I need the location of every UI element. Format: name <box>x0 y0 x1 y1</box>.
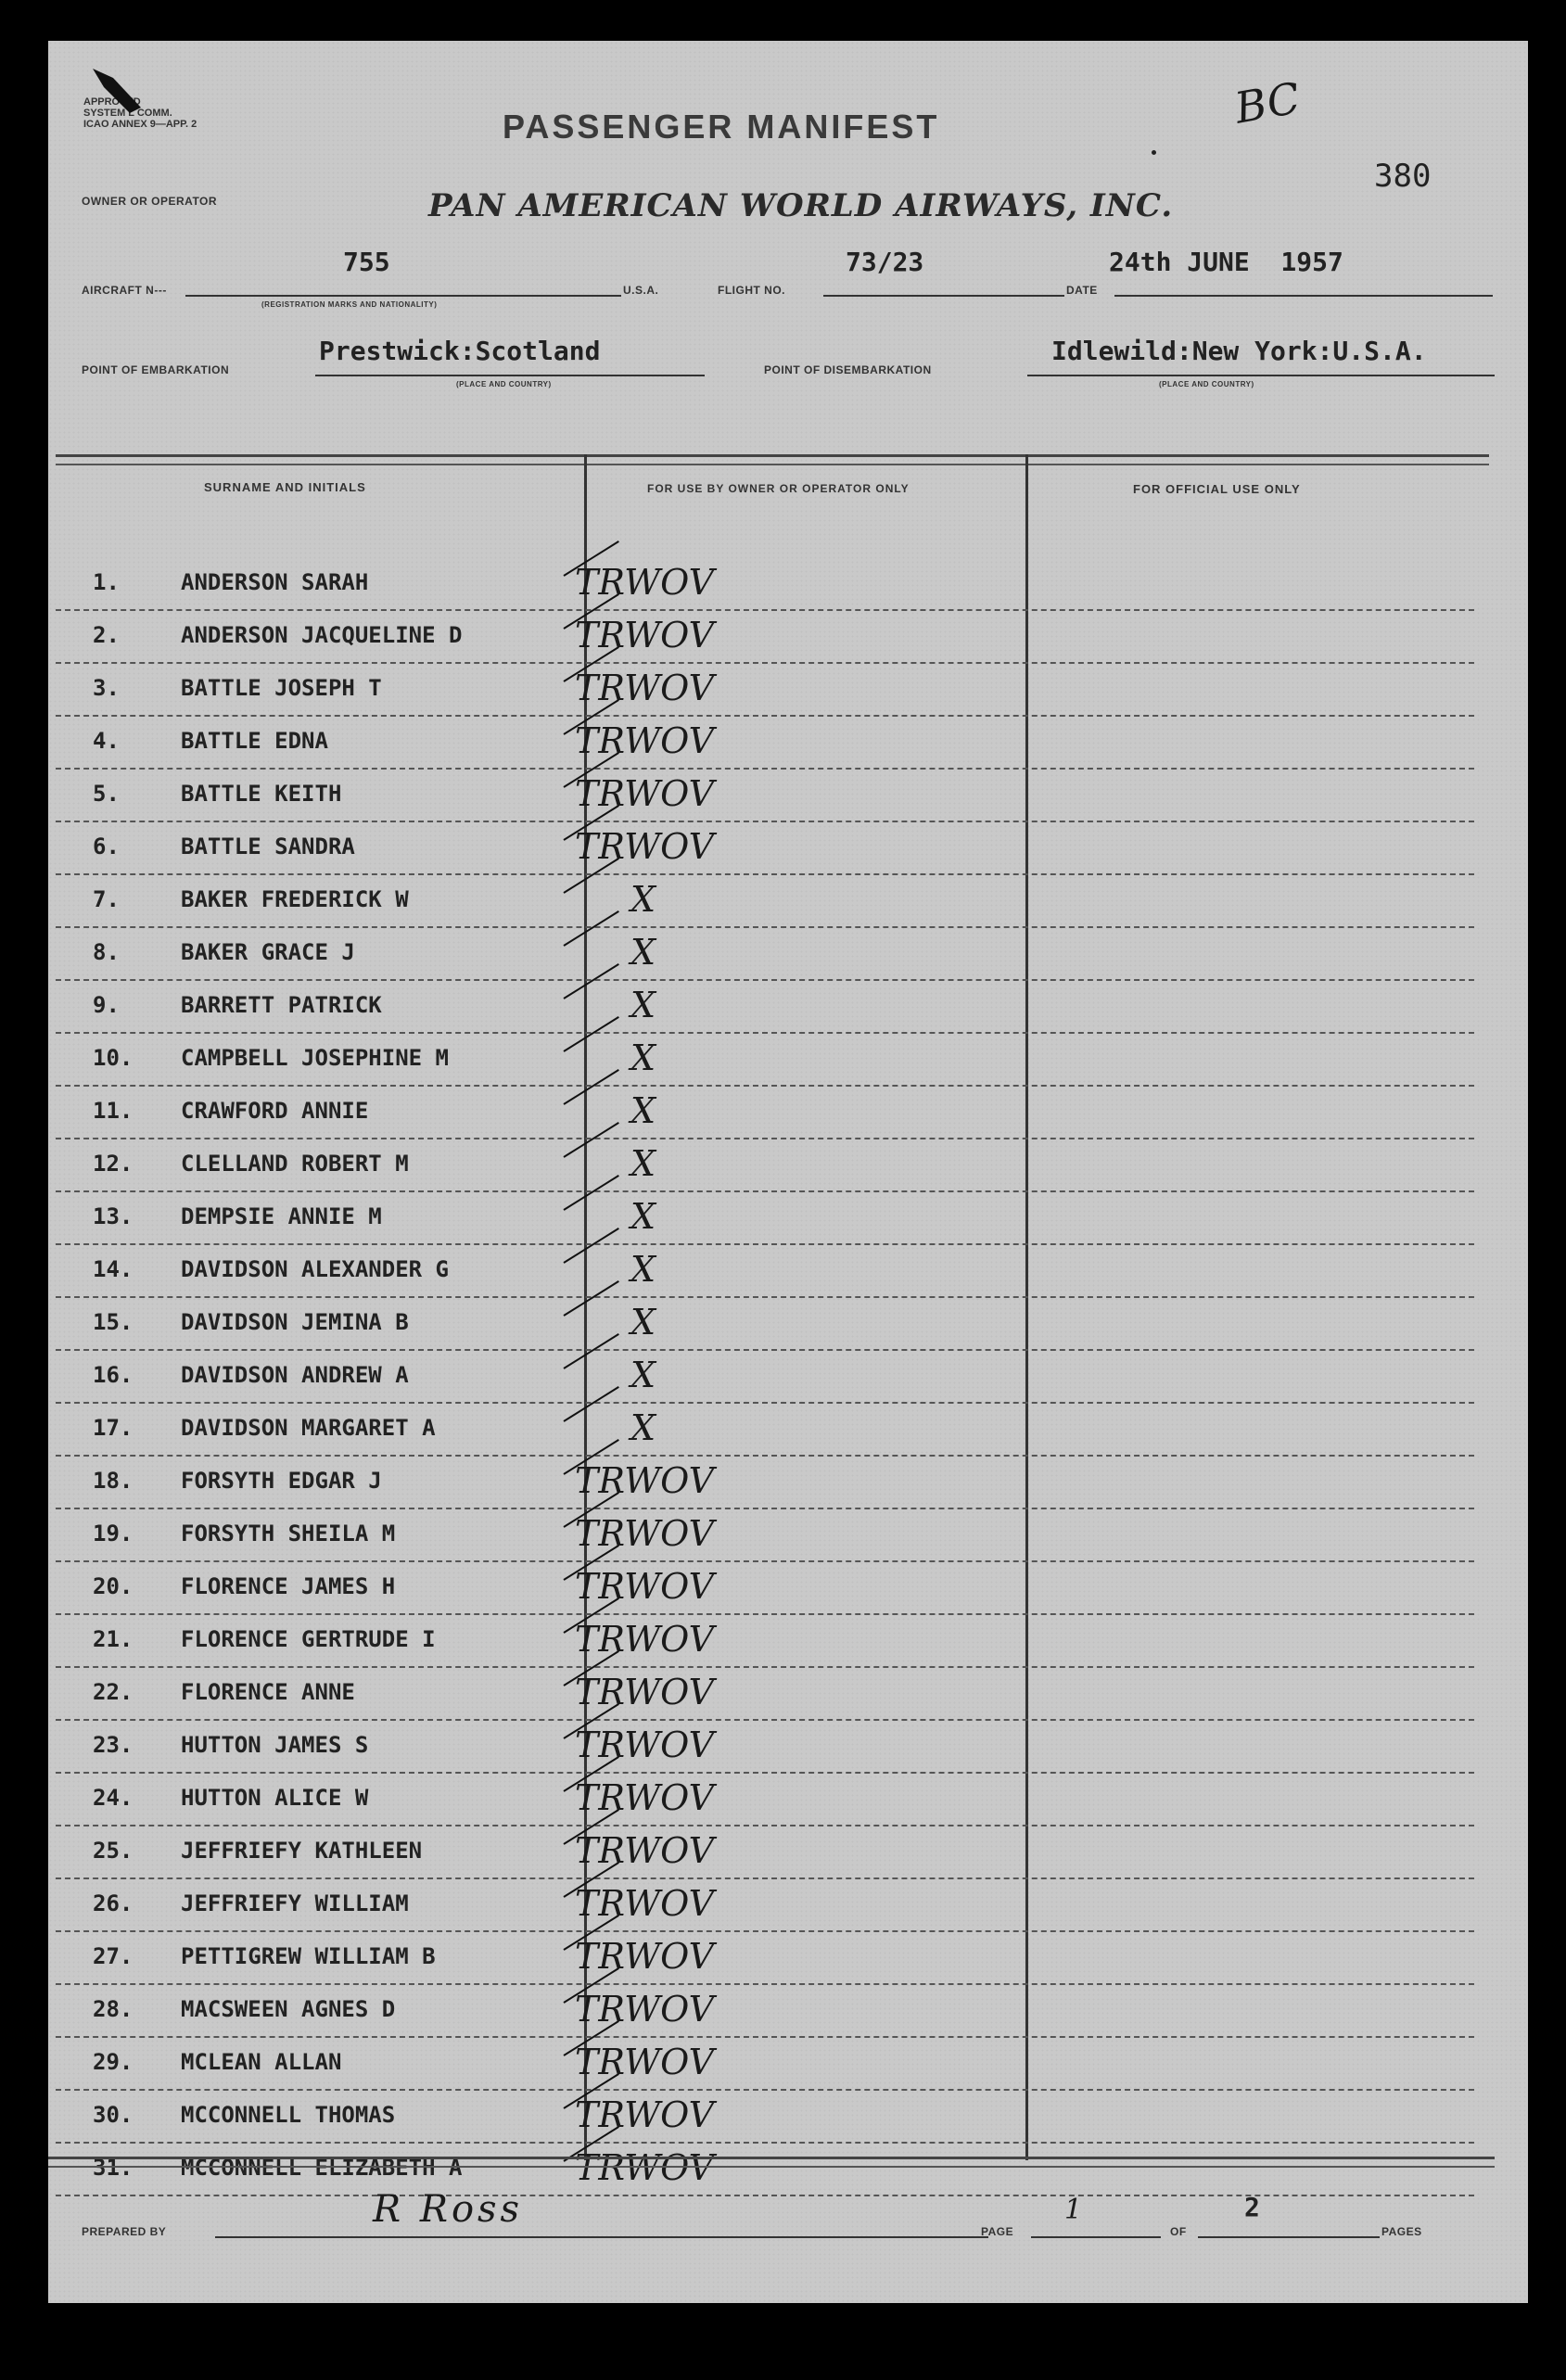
row-number: 31. <box>93 2155 134 2181</box>
row-number: 3. <box>93 675 120 701</box>
operator-mark: TRWOV <box>575 1777 715 1818</box>
approved-text: APPROVED <box>83 96 141 108</box>
row-number: 8. <box>93 939 120 965</box>
row-number: 28. <box>93 1996 134 2022</box>
row-number: 24. <box>93 1785 134 1811</box>
passenger-name: DAVIDSON ALEXANDER G <box>181 1256 449 1282</box>
table-row <box>56 1668 1474 1721</box>
operator-mark: X <box>630 932 656 973</box>
disembark-place-caption: (PLACE AND COUNTRY) <box>1159 380 1254 388</box>
operator-mark: TRWOV <box>575 773 715 814</box>
embarkation-label: POINT OF EMBARKATION <box>82 363 230 376</box>
flight-label: FLIGHT NO. <box>718 284 785 297</box>
table-row <box>56 1245 1474 1298</box>
operator-mark: X <box>630 1302 656 1343</box>
dot <box>1152 150 1156 155</box>
passenger-name: CAMPBELL JOSEPHINE M <box>181 1045 449 1071</box>
page-label: PAGE <box>981 2225 1014 2238</box>
row-number: 11. <box>93 1098 134 1124</box>
row-number: 1. <box>93 569 120 595</box>
col-header-operator: FOR USE BY OWNER OR OPERATOR ONLY <box>647 482 910 495</box>
passenger-name: DAVIDSON MARGARET A <box>181 1415 436 1441</box>
passenger-name: BATTLE KEITH <box>181 781 342 807</box>
page-title: PASSENGER MANIFEST <box>503 108 940 146</box>
table-row <box>56 822 1474 875</box>
passenger-name: CLELLAND ROBERT M <box>181 1151 409 1177</box>
passenger-name: FORSYTH SHEILA M <box>181 1521 396 1546</box>
flight-date: 24th JUNE 1957 <box>1109 247 1343 277</box>
operator-mark: TRWOV <box>575 1725 715 1765</box>
row-number: 22. <box>93 1679 134 1705</box>
system-text: SYSTEM L COMM. <box>83 108 172 119</box>
table-row <box>56 1457 1474 1509</box>
row-number: 5. <box>93 781 120 807</box>
manifest-page <box>48 41 1528 2303</box>
passenger-name: CRAWFORD ANNIE <box>181 1098 369 1124</box>
row-number: 12. <box>93 1151 134 1177</box>
row-number: 26. <box>93 1890 134 1916</box>
date-label: DATE <box>1066 284 1098 297</box>
table-row <box>56 1985 1474 2038</box>
passenger-name: MCLEAN ALLAN <box>181 2049 342 2075</box>
operator-mark: TRWOV <box>575 615 715 655</box>
operator-mark: TRWOV <box>575 2147 715 2188</box>
row-number: 30. <box>93 2102 134 2128</box>
row-number: 19. <box>93 1521 134 1546</box>
operator-mark: X <box>630 985 656 1025</box>
operator-mark: TRWOV <box>575 1513 715 1554</box>
flight-underline <box>823 295 1064 297</box>
pages-label: PAGES <box>1381 2225 1422 2238</box>
operator-mark: TRWOV <box>575 1460 715 1501</box>
icao-text: ICAO ANNEX 9—APP. 2 <box>83 119 197 130</box>
passenger-name: MACSWEEN AGNES D <box>181 1996 396 2022</box>
row-number: 27. <box>93 1943 134 1969</box>
operator-mark: X <box>630 879 656 920</box>
passenger-name: DAVIDSON ANDREW A <box>181 1362 409 1388</box>
ink-blot-icon <box>85 59 150 124</box>
operator-mark: TRWOV <box>575 562 715 603</box>
row-number: 20. <box>93 1573 134 1599</box>
page-reference: 380 <box>1374 158 1432 195</box>
table-row <box>56 717 1474 770</box>
passenger-name: MCCONNELL ELIZABETH A <box>181 2155 463 2181</box>
table-row <box>56 1879 1474 1932</box>
aircraft-label: AIRCRAFT N--- <box>82 284 167 297</box>
table-row <box>56 558 1474 611</box>
preparer-signature: R Ross <box>373 2188 524 2231</box>
flight-number: 73/23 <box>846 247 924 277</box>
prepared-underline <box>215 2236 988 2238</box>
page-number: 1 <box>1064 2194 1083 2226</box>
row-number: 7. <box>93 886 120 912</box>
table-row <box>56 1192 1474 1245</box>
row-number: 14. <box>93 1256 134 1282</box>
table-row <box>56 1721 1474 1774</box>
passenger-name: PETTIGREW WILLIAM B <box>181 1943 436 1969</box>
passenger-name: HUTTON ALICE W <box>181 1785 369 1811</box>
aircraft-underline <box>185 295 621 297</box>
registration-caption: (REGISTRATION MARKS AND NATIONALITY) <box>261 300 438 309</box>
operator-mark: TRWOV <box>575 1566 715 1607</box>
total-pages: 2 <box>1244 2192 1260 2222</box>
passenger-name: JEFFRIEFY KATHLEEN <box>181 1838 423 1864</box>
table-row <box>56 2091 1474 2144</box>
row-number: 13. <box>93 1203 134 1229</box>
table-row <box>56 1034 1474 1087</box>
operator-mark: X <box>630 1249 656 1290</box>
operator-mark: TRWOV <box>575 720 715 761</box>
table-row <box>56 981 1474 1034</box>
passenger-name: ANDERSON SARAH <box>181 569 369 595</box>
table-row <box>56 1351 1474 1404</box>
operator-mark: TRWOV <box>575 1619 715 1660</box>
row-number: 18. <box>93 1468 134 1494</box>
passenger-name: MCCONNELL THOMAS <box>181 2102 396 2128</box>
passenger-name: FLORENCE ANNE <box>181 1679 355 1705</box>
usa-label: U.S.A. <box>623 284 659 297</box>
passenger-name: FLORENCE JAMES H <box>181 1573 396 1599</box>
table-row <box>56 1774 1474 1826</box>
passenger-name: BAKER GRACE J <box>181 939 355 965</box>
operator-mark: TRWOV <box>575 2042 715 2082</box>
table-row <box>56 770 1474 822</box>
passenger-name: DEMPSIE ANNIE M <box>181 1203 382 1229</box>
owner-label: OWNER OR OPERATOR <box>82 195 218 208</box>
operator-mark: X <box>630 1143 656 1184</box>
table-row <box>56 1139 1474 1192</box>
row-number: 4. <box>93 728 120 754</box>
disembarkation-place: Idlewild:New York:U.S.A. <box>1051 336 1427 366</box>
passenger-name: ANDERSON JACQUELINE D <box>181 622 463 648</box>
passenger-name: DAVIDSON JEMINA B <box>181 1309 409 1335</box>
embark-place-caption: (PLACE AND COUNTRY) <box>456 380 552 388</box>
operator-mark: TRWOV <box>575 1989 715 2030</box>
passenger-name: FORSYTH EDGAR J <box>181 1468 382 1494</box>
passenger-name: JEFFRIEFY WILLIAM <box>181 1890 409 1916</box>
table-row <box>56 1404 1474 1457</box>
table-row <box>56 2038 1474 2091</box>
embarkation-underline <box>315 375 705 376</box>
initials-annotation: BC <box>1230 72 1305 134</box>
passenger-name: FLORENCE GERTRUDE I <box>181 1626 436 1652</box>
table-bottom-rule <box>48 2157 1495 2159</box>
operator-mark: TRWOV <box>575 1883 715 1924</box>
page-underline <box>1031 2236 1161 2238</box>
col-header-official: FOR OFFICIAL USE ONLY <box>1133 482 1301 496</box>
operator-mark: X <box>630 1196 656 1237</box>
operator-mark: X <box>630 1037 656 1078</box>
col-header-name: SURNAME AND INITIALS <box>204 480 366 494</box>
operator-mark: TRWOV <box>575 1672 715 1712</box>
operator-mark: X <box>630 1090 656 1131</box>
passenger-name: BARRETT PATRICK <box>181 992 382 1018</box>
table-bottom-rule-2 <box>48 2166 1495 2168</box>
row-number: 10. <box>93 1045 134 1071</box>
table-top-rule <box>56 454 1489 457</box>
table-row <box>56 2144 1474 2196</box>
table-row <box>56 928 1474 981</box>
table-row <box>56 1932 1474 1985</box>
table-row <box>56 1298 1474 1351</box>
operator-mark: TRWOV <box>575 1830 715 1871</box>
of-underline <box>1198 2236 1380 2238</box>
row-number: 16. <box>93 1362 134 1388</box>
operator-mark: TRWOV <box>575 1936 715 1977</box>
row-number: 29. <box>93 2049 134 2075</box>
passenger-name: HUTTON JAMES S <box>181 1732 369 1758</box>
passenger-name: BATTLE EDNA <box>181 728 328 754</box>
row-number: 23. <box>93 1732 134 1758</box>
date-underline <box>1114 295 1493 297</box>
row-number: 25. <box>93 1838 134 1864</box>
row-number: 9. <box>93 992 120 1018</box>
row-number: 2. <box>93 622 120 648</box>
row-number: 15. <box>93 1309 134 1335</box>
owner-name: PAN AMERICAN WORLD AIRWAYS, INC. <box>428 187 1174 224</box>
row-rule <box>56 2195 1474 2196</box>
aircraft-number: 755 <box>343 247 390 277</box>
of-label: OF <box>1170 2225 1187 2238</box>
table-row <box>56 875 1474 928</box>
passenger-name: BAKER FREDERICK W <box>181 886 409 912</box>
embarkation-place: Prestwick:Scotland <box>319 336 601 366</box>
table-row <box>56 1087 1474 1139</box>
table-row <box>56 664 1474 717</box>
table-row <box>56 1826 1474 1879</box>
passenger-name: BATTLE JOSEPH T <box>181 675 382 701</box>
operator-mark: X <box>630 1407 656 1448</box>
table-row <box>56 1615 1474 1668</box>
row-number: 21. <box>93 1626 134 1652</box>
table-row <box>56 1562 1474 1615</box>
disembarkation-label: POINT OF DISEMBARKATION <box>764 363 932 376</box>
table-row <box>56 611 1474 664</box>
table-row <box>56 1509 1474 1562</box>
operator-mark: TRWOV <box>575 826 715 867</box>
row-number: 6. <box>93 834 120 859</box>
passenger-name: BATTLE SANDRA <box>181 834 355 859</box>
table-top-rule-2 <box>56 464 1489 465</box>
disembarkation-underline <box>1027 375 1495 376</box>
row-number: 17. <box>93 1415 134 1441</box>
operator-mark: TRWOV <box>575 668 715 708</box>
operator-mark: TRWOV <box>575 2094 715 2135</box>
operator-mark: X <box>630 1355 656 1395</box>
prepared-label: PREPARED BY <box>82 2225 167 2238</box>
